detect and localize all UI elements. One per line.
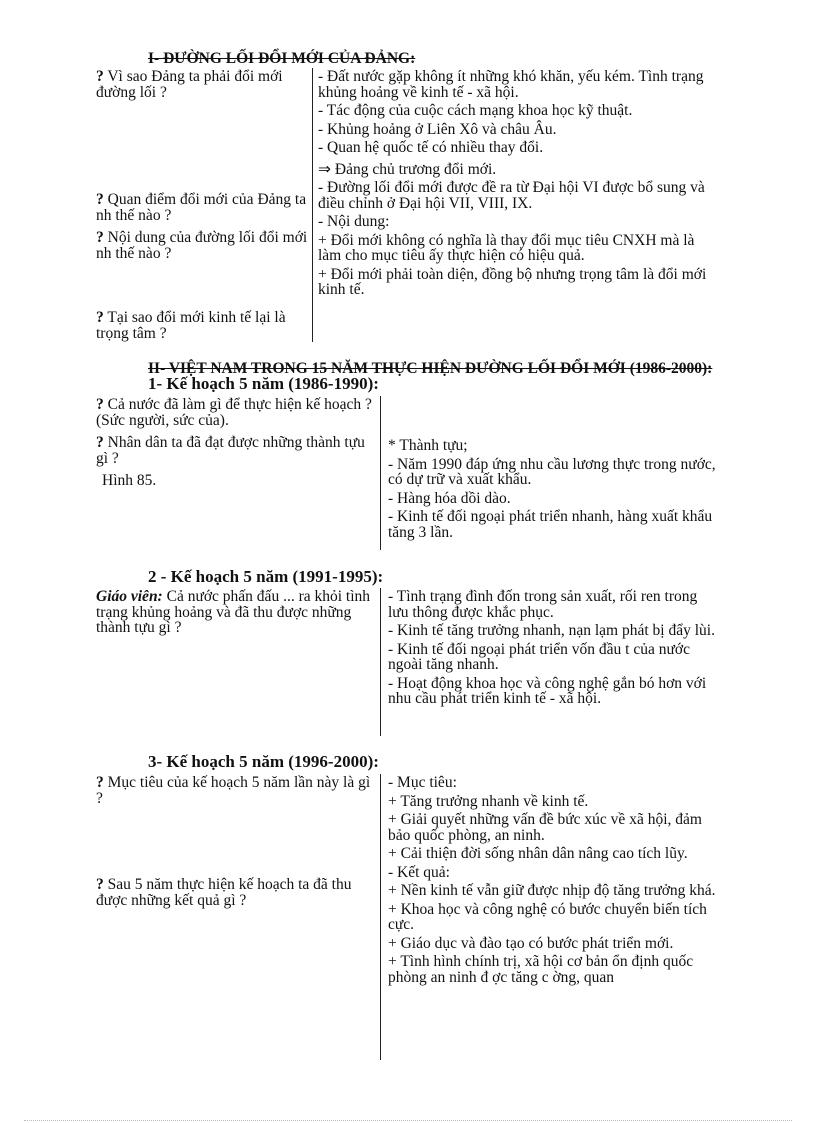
answer-item: + Giáo dục và đào tạo có bước phát triển mới.: [388, 934, 674, 952]
answer-item: - Kinh tế tăng trưởng nhanh, nạn lạm phát bị đẩy lùi.: [388, 622, 715, 639]
question-text: Mục tiêu của kế hoạch 5 năm lần này là gì ?: [96, 774, 371, 807]
answer-item: + Giải quyết những vấn đề bức xúc về xã hội, đảm bảo quốc phòng, an ninh.: [388, 811, 702, 844]
double-arrow-icon: ⇒: [318, 159, 331, 178]
question-text: Sau 5 năm thực hiện kế hoạch ta đã thu được những kết quả gì ?: [96, 876, 352, 909]
column-divider: [380, 588, 381, 736]
conclusion-line: [318, 159, 720, 178]
answer-item: + Nền kinh tế vẫn giữ được nhịp độ tăng trưởng khá.: [388, 882, 716, 899]
sub3-answers: [388, 775, 720, 1060]
question-text: Cả nước phấn đấu ... ra khỏi tình trạng khủng hoảng và đã thu được những thành tựu gì ?: [96, 588, 371, 636]
answer-item: - Kết quả:: [388, 863, 450, 881]
answer-item: - Kinh tế đối ngoại phát triển vốn đầu t của nước ngoài tăng nhanh.: [388, 640, 690, 673]
subsection-1-heading: 1- Kế hoạch 5 năm (1986-1990):: [148, 374, 379, 393]
sub2-answers: [388, 589, 720, 736]
question-mark: ?: [96, 396, 104, 413]
section1-answers: [318, 69, 720, 301]
answer-item: + Tình hình chính trị, xã hội cơ bản ổn định quốc phòng an ninh đ ợc tăng c ờng, quan: [388, 953, 694, 986]
question-mark: ?: [96, 876, 104, 893]
section1-question-3: [96, 230, 308, 261]
answer-item: - Mục tiêu:: [388, 775, 457, 791]
answer-item: - Hàng hóa dồi dào.: [388, 489, 511, 507]
sub1-question-2: [96, 435, 374, 466]
answer-item: - Đất nước gặp không ít những khó khăn, yếu kém. Tình trạng khủng hoảng về kinh tế - xã hội.: [318, 68, 704, 101]
answer-item: - Đường lối đổi mới được đề ra từ Đại hội VI được bổ sung và điều chỉnh ở Đại hội VII, VIII, IX.: [318, 179, 705, 212]
page-bottom-border: [24, 1120, 792, 1121]
section1-question-1: [96, 69, 308, 100]
question-mark: ?: [96, 68, 104, 85]
question-text: Nhân dân ta đã đạt được những thành tựu gì ?: [96, 434, 365, 467]
conclusion-text: Đảng chủ trương đổi mới.: [331, 160, 497, 178]
sub1-answers: [388, 438, 720, 550]
column-divider: [312, 68, 313, 342]
answer-item: - Quan hệ quốc tế có nhiều thay đổi.: [318, 139, 544, 156]
answer-item: * Thành tựu;: [388, 438, 468, 454]
answer-item: + Tăng trưởng nhanh về kinh tế.: [388, 792, 589, 810]
question-mark: ?: [96, 310, 104, 326]
question-text: Quan điểm đổi mới của Đảng ta nh thế nào ?: [96, 191, 307, 224]
sub3-question-2: [96, 877, 374, 908]
answer-item: + Đổi mới phải toàn diện, đồng bộ nhưng trọng tâm là đổi mới kinh tế.: [318, 265, 707, 298]
question-text: Nội dung của đường lối đổi mới nh thế nào ?: [96, 229, 308, 262]
section2-heading: II- VIỆT NAM TRONG 15 NĂM THỰC HIỆN ĐƯỜNG LỐI ĐỔI MỚI (1986-2000):: [148, 360, 713, 377]
answer-item: - Nội dung:: [318, 213, 390, 230]
sub1-question-1: [96, 397, 374, 428]
question-mark: ?: [96, 434, 104, 451]
section1-question-4: [96, 310, 308, 342]
sub2-question: [96, 589, 374, 636]
answer-item: - Hoạt động khoa học và công nghệ gắn bó hơn với nhu cầu phát triển kinh tế - xã hội.: [388, 674, 707, 707]
section1-heading: I- ĐƯỜNG LỐI ĐỔI MỚI CỦA ĐẢNG:: [148, 50, 416, 67]
sub3-question-1: [96, 775, 374, 806]
question-mark: ?: [96, 774, 104, 791]
question-text: Cả nước đã làm gì để thực hiện kế hoạch ? (Sức người, sức của).: [96, 396, 372, 429]
answer-item: - Kinh tế đối ngoại phát triển nhanh, hàng xuất khẩu tăng 3 lần.: [388, 508, 713, 541]
question-mark: ?: [96, 229, 104, 246]
question-mark: ?: [96, 191, 104, 208]
teacher-label: Giáo viên:: [96, 588, 163, 605]
section1-question-2: [96, 192, 308, 223]
figure-reference: Hình 85.: [102, 472, 157, 489]
answer-item: - Tình trạng đình đốn trong sản xuất, rối ren trong lưu thông được khắc phục.: [388, 589, 698, 621]
subsection-3-heading: 3- Kế hoạch 5 năm (1996-2000):: [148, 752, 379, 771]
column-divider: [380, 396, 381, 550]
answer-item: - Năm 1990 đáp ứng nhu cầu lương thực trong nước, có dự trữ và xuất khẩu.: [388, 455, 716, 488]
subsection-2-heading: 2 - Kế hoạch 5 năm (1991-1995):: [148, 567, 384, 586]
answer-item: - Khủng hoảng ở Liên Xô và châu Âu.: [318, 120, 557, 138]
column-divider: [380, 774, 381, 1060]
answer-item: + Đổi mới không có nghĩa là thay đổi mục tiêu CNXH mà là làm cho mục tiêu ấy thực hiện có hiệu quả.: [318, 231, 695, 264]
answer-item: + Cải thiện đời sống nhân dân nâng cao tích lũy.: [388, 845, 688, 862]
question-text: Vì sao Đảng ta phải đổi mới đường lối ?: [96, 68, 283, 101]
answer-item: - Tác động của cuộc cách mạng khoa học kỹ thuật.: [318, 102, 633, 119]
answer-item: + Khoa học và công nghệ có bước chuyển biến tích cực.: [388, 900, 707, 933]
question-text: Tại sao đổi mới kinh tế lại là trọng tâm ?: [96, 310, 286, 342]
